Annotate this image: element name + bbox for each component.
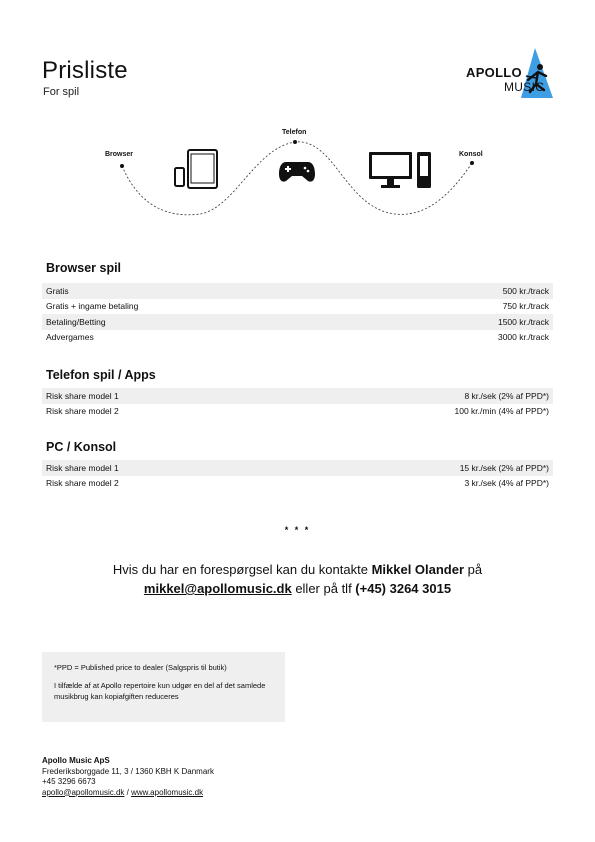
contact-name: Mikkel Olander [371,562,465,577]
page-title: Prisliste [42,57,128,84]
row-price: 15 kr./sek (2% af PPD*) [459,462,549,473]
contact-email-link[interactable]: mikkel@apollomusic.dk [143,581,292,596]
logo-wordmark-music: MUSIC [504,80,545,94]
contact-line-1 [0,560,595,579]
table-row [42,460,553,476]
price-table-browser [42,283,553,345]
contact-intro-end: på [464,562,483,577]
konsol-dot [470,161,474,165]
table-row [42,476,553,492]
price-table-telefon [42,388,553,419]
row-label: Betaling/Betting [46,316,106,327]
company-footer [42,756,214,798]
company-address: Frederiksborggade 11, 3 / 1360 KBH K Danmark [42,766,214,776]
separator: * * * [284,525,311,535]
footnote-ppd: *PPD = Published price to dealer (Salgspris til butik) [54,663,227,672]
konsol-label: Konsol [459,151,483,158]
row-price: 1500 kr./track [497,316,549,327]
section-title-pc-konsol: PC / Konsol [46,440,117,454]
row-label: Risk share model 2 [46,478,119,489]
company-name: Apollo Music ApS [42,756,110,765]
row-label: Gratis + ingame betaling [46,301,139,312]
footnote-reduction: I tilfælde af at Apollo repertoire kun udgør en del af det samlede musikbrug kan kopiafgiften reduceres [54,681,266,701]
gamepad-icon [278,160,316,184]
row-price: 500 kr./track [502,285,549,296]
page-subtitle: For spil [43,86,80,98]
contact-paragraph [0,560,595,598]
table-row [42,283,553,299]
contact-line-2 [0,579,595,598]
row-label: Risk share model 1 [46,390,119,401]
telefon-dot [293,140,297,144]
apollo-music-logo [466,46,556,102]
table-row [42,404,553,420]
contact-mid: eller på tlf [291,581,356,596]
row-label: Risk share model 2 [46,406,119,417]
contact-intro: Hvis du har en forespørgsel kan du kontakte [112,562,372,577]
company-phone: +45 3296 6673 [42,777,96,786]
company-email-link[interactable]: apollo@apollomusic.dk [42,787,125,797]
row-price: 750 kr./track [502,301,549,312]
tablet-phone-icon [174,149,220,189]
row-label: Advergames [46,332,94,343]
section-title-browser: Browser spil [46,261,122,275]
browser-dot [120,164,124,168]
table-row [42,388,553,404]
row-price: 8 kr./sek (2% af PPD*) [464,390,549,401]
logo-wordmark-apollo: APOLLO [466,65,522,80]
company-website-link[interactable]: www.apollomusic.dk [131,787,204,797]
company-links [42,788,214,799]
table-row [42,299,553,315]
browser-label: Browser [105,151,134,158]
footer-separator: / [124,787,132,797]
row-label: Risk share model 1 [46,462,119,473]
computer-console-icon [368,151,434,189]
table-row [42,314,553,330]
price-table-pc-konsol [42,460,553,491]
row-label: Gratis [46,285,69,296]
contact-phone: (+45) 3264 3015 [355,581,452,596]
section-title-telefon: Telefon spil / Apps [46,368,156,382]
platform-diagram [0,118,595,228]
table-row [42,330,553,346]
row-price: 100 kr./min (4% af PPD*) [454,406,549,417]
footnote-box [42,652,285,722]
row-price: 3000 kr./track [497,332,549,343]
telefon-label: Telefon [282,129,307,136]
row-price: 3 kr./sek (4% af PPD*) [464,478,549,489]
